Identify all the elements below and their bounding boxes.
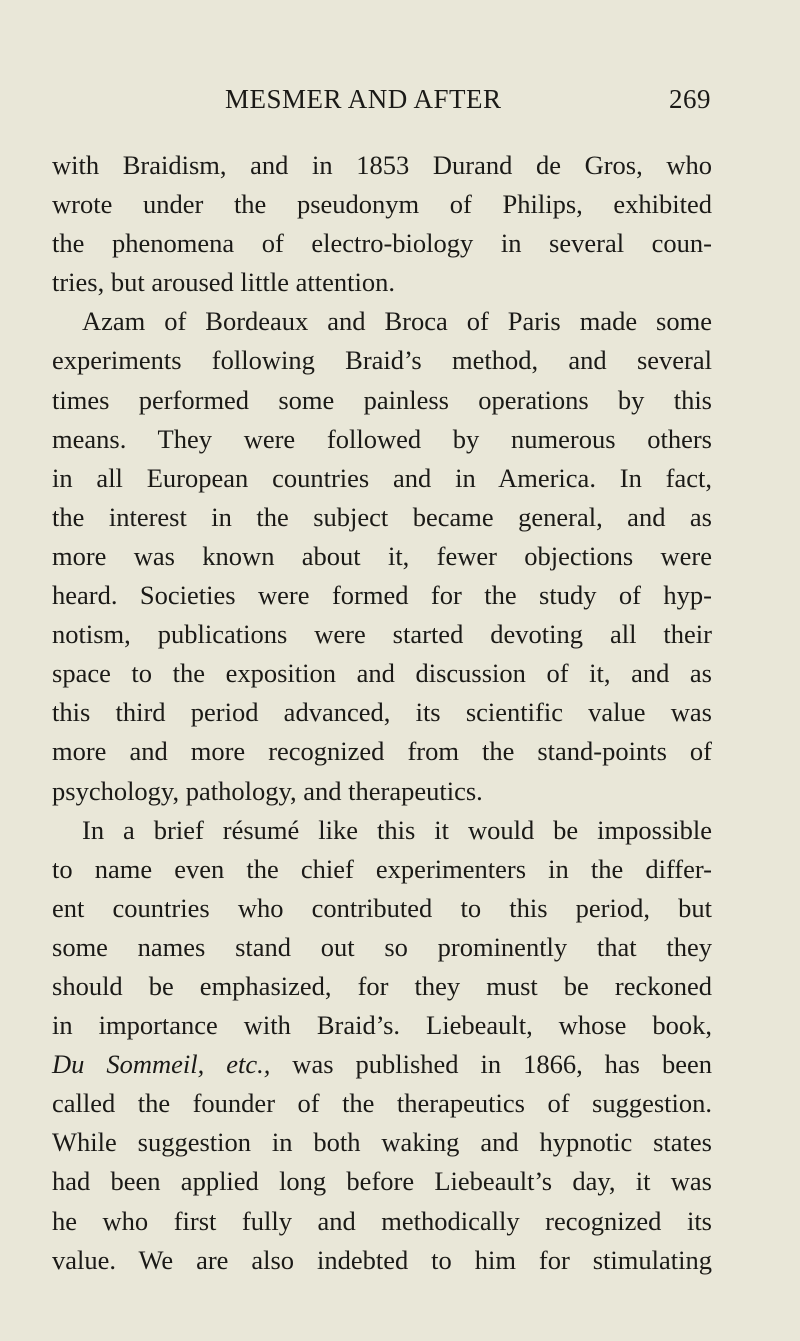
text-line: heard. Societies were formed for the study of hyp- [52,580,712,611]
text-line: this third period advanced, its scientific value was [52,697,712,728]
text-line: in all European countries and in America. In fact, [52,462,712,493]
text-line: the phenomena of electro-biology in several coun- [52,228,712,259]
text-line: had been applied long before Liebeault’s day, it was [52,1166,712,1197]
text-line: the interest in the subject became general, and as [52,501,712,532]
book-title: Du Sommeil, etc., [52,1049,271,1080]
running-title: MESMER AND AFTER [225,84,502,114]
text-line [52,1045,712,1084]
text-line: Azam of Bordeaux and Broca of Paris made some [82,306,712,337]
text-line: times performed some painless operations by this [52,384,712,415]
text-line: ent countries who contributed to this period, but [52,892,712,923]
text-line: in importance with Braid’s. Liebeault, whose book, [52,1010,712,1041]
text-line: with Braidism, and in 1853 Durand de Gros, who [52,150,712,180]
text-line: more and more recognized from the stand-points of [52,736,712,767]
running-head [225,84,711,120]
text-line: experiments following Braid’s method, and several [52,345,712,376]
text-line: psychology, pathology, and therapeutics. [52,775,483,806]
text-line: called the founder of the therapeutics of suggestion. [52,1088,712,1119]
text-line: some names stand out so prominently that they [52,931,712,962]
text-line: space to the exposition and discussion of it, and as [52,658,712,689]
text-line: While suggestion in both waking and hypnotic states [52,1127,712,1158]
text-line: wrote under the pseudonym of Philips, exhibited [52,189,712,220]
text-line: means. They were followed by numerous others [52,423,712,454]
text-line: notism, publications were started devoting all their [52,619,712,650]
text-line: he who first fully and methodically recognized its [52,1205,712,1236]
text-line: tries, but aroused little attention. [52,267,395,298]
page-number: 269 [669,84,711,114]
text-line: should be emphasized, for they must be reckoned [52,970,712,1001]
text-line: In a brief résumé like this it would be impossible [82,814,712,845]
text-line-rest: was published in 1866, has been [270,1049,712,1080]
text-line: to name even the chief experimenters in the differ- [52,853,712,884]
body-text [52,146,712,1280]
text-line: value. We are also indebted to him for stimulating [52,1244,712,1275]
text-line: more was known about it, fewer objections were [52,540,712,571]
